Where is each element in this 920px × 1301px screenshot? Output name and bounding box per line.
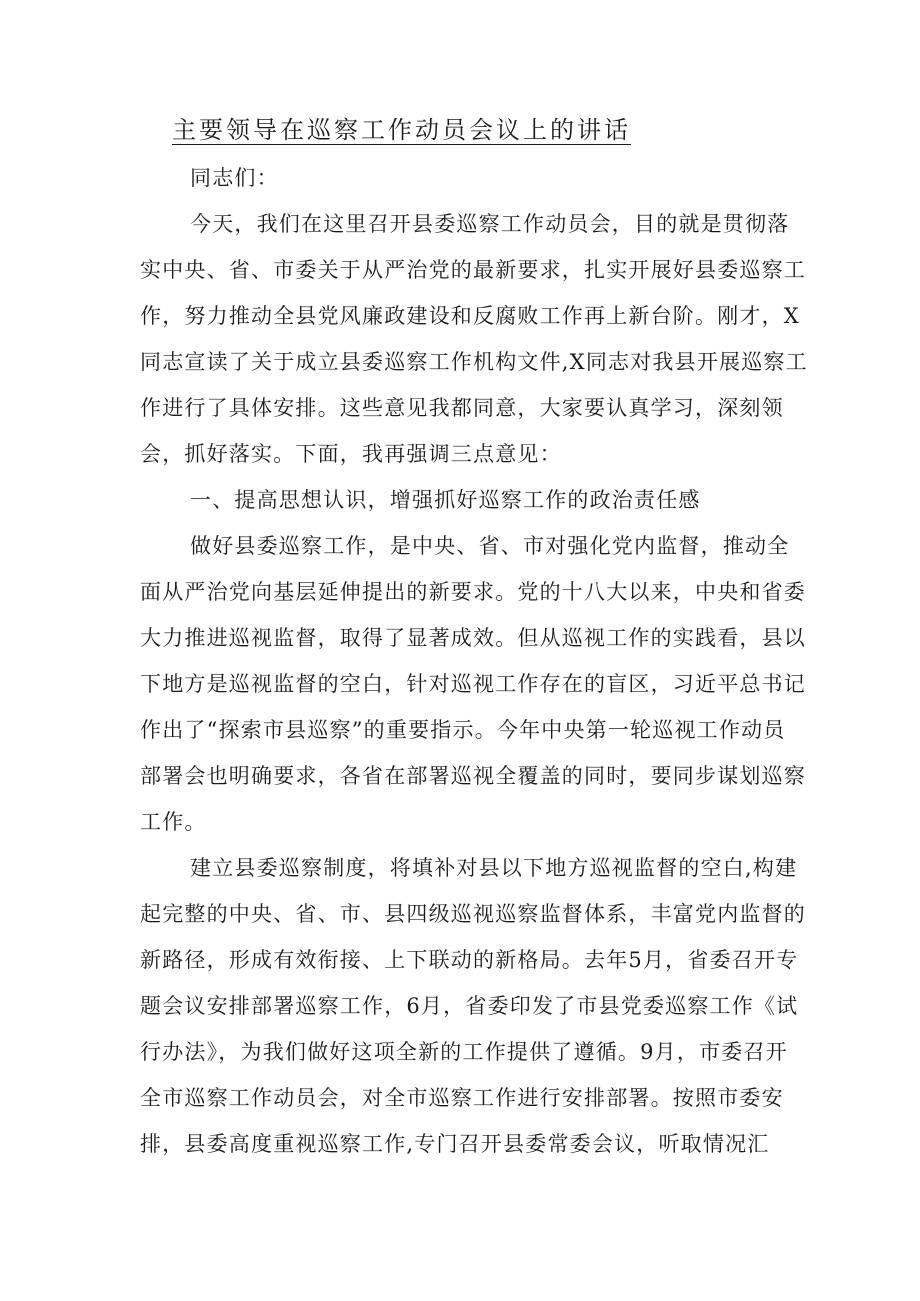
paragraph-line: 同志宣读了关于成立县委巡察工作机构文件,X同志对我县开展巡察工	[140, 350, 808, 374]
paragraph-line: 大力推进巡视监督，取得了显著成效。但从巡视工作的实践看，县以	[140, 626, 806, 650]
paragraph-line: 做好县委巡察工作，是中央、省、市对强化党内监督，推动全	[190, 534, 790, 558]
paragraph-line: 行办法》，为我们做好这项全新的工作提供了遵循。9月，市委召开	[140, 1040, 788, 1064]
paragraph-line: 建立县委巡察制度，将填补对县以下地方巡视监督的空白,构建	[190, 856, 798, 880]
section-heading: 一、提高思想认识，增强抓好巡察工作的政治责任感	[190, 488, 701, 512]
paragraph-line: 部署会也明确要求，各省在部署巡视全覆盖的同时，要同步谋划巡察	[140, 764, 806, 788]
paragraph-line: 下地方是巡视监督的空白，针对巡视工作存在的盲区，习近平总书记	[140, 672, 806, 696]
paragraph-line: 作，努力推动全县党风廉政建设和反腐败工作再上新台阶。刚才，X	[140, 304, 800, 328]
paragraph-line: 作进行了具体安排。这些意见我都同意，大家要认真学习，深刻领	[140, 396, 784, 420]
paragraph-line: 新路径，形成有效衔接、上下联动的新格局。去年5月，省委召开专	[140, 948, 799, 972]
paragraph-line: 今天，我们在这里召开县委巡察工作动员会，目的就是贯彻落	[190, 212, 790, 236]
paragraph-line: 全市巡察工作动员会，对全市巡察工作进行安排部署。按照市委安	[140, 1086, 784, 1110]
paragraph-line: 作出了“探索市县巡察”的重要指示。今年中央第一轮巡视工作动员	[140, 718, 786, 742]
paragraph-line: 实中央、省、市委关于从严治党的最新要求，扎实开展好县委巡察工	[140, 258, 806, 282]
salutation: 同志们：	[190, 166, 279, 190]
paragraph-line: 题会议安排部署巡察工作，6月，省委印发了市县党委巡察工作《试	[140, 994, 799, 1018]
paragraph-line: 会，抓好落实。下面，我再强调三点意见：	[140, 442, 562, 466]
paragraph-line: 排，县委高度重视巡察工作,专门召开县委常委会议，听取情况汇	[140, 1132, 770, 1156]
document-title: 主要领导在巡察工作动员会议上的讲话	[172, 116, 631, 144]
paragraph-line: 工作。	[140, 810, 207, 834]
paragraph-line: 起完整的中央、省、市、县四级巡视巡察监督体系，丰富党内监督的	[140, 902, 806, 926]
paragraph-line: 面从严治党向基层延伸提出的新要求。党的十八大以来，中央和省委	[140, 580, 806, 604]
